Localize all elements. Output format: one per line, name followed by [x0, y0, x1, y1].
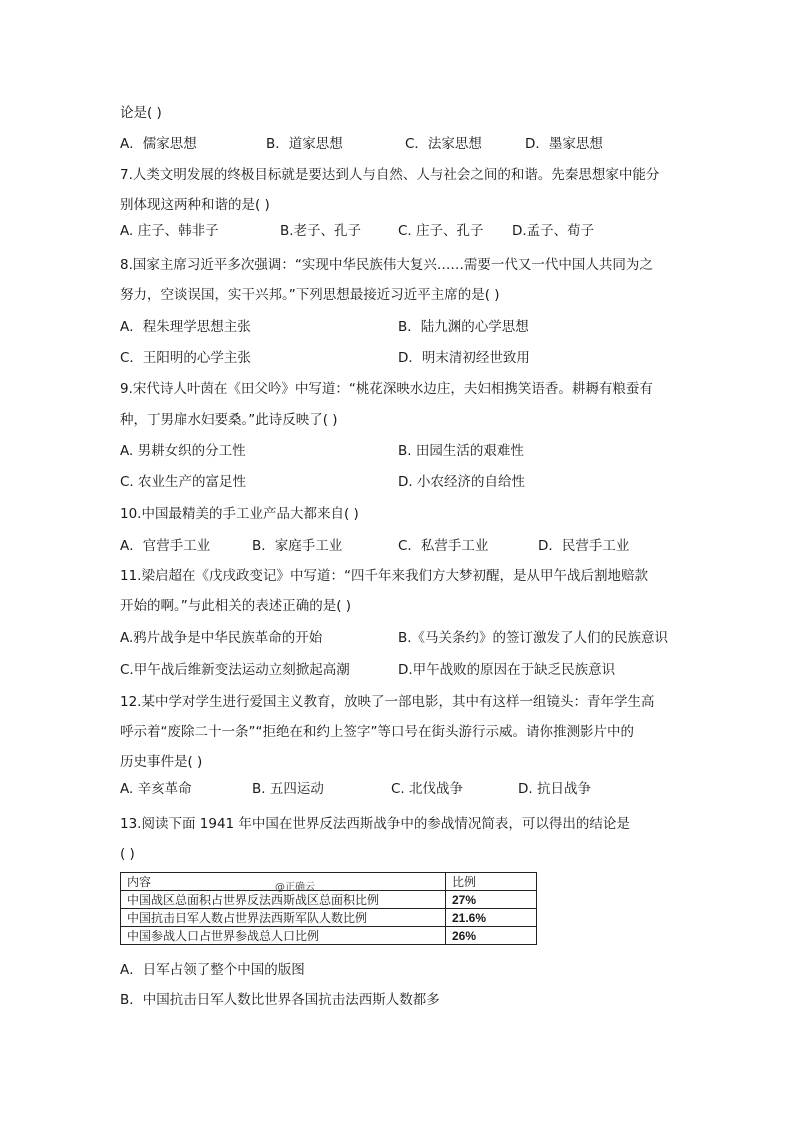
q8-option-d: D．明末清初经世致用 — [398, 350, 530, 366]
q10-option-b: B．家庭手工业 — [252, 538, 343, 554]
q8-stem-line1: 8.国家主席习近平多次强调：“实现中华民族伟大复兴……需要一代又一代中国人共同为之 — [120, 257, 653, 273]
q10-option-d: D．民营手工业 — [538, 538, 630, 554]
q10-stem-line1: 10.中国最精美的手工业产品大都来自( ) — [120, 506, 359, 522]
q9-option-c: C. 农业生产的富足性 — [120, 474, 247, 490]
watermark-text: @正确云 — [275, 882, 315, 893]
table-header-ratio: 比例 — [446, 873, 537, 891]
q11-stem-line1: 11.梁启超在《戊戌政变记》中写道：“四千年来我们方大梦初醒，是从甲午战后割地赔款 — [120, 568, 648, 584]
table-cell-content: 中国抗击日军人数占世界法西斯军队人数比例 — [121, 909, 446, 927]
table-header-content: 内容 — [121, 873, 446, 891]
table-cell-ratio: 21.6% — [446, 909, 537, 927]
table-row — [121, 891, 537, 909]
q12-option-b: B. 五四运动 — [252, 781, 324, 797]
q9-stem-line2: 种，丁男扉水妇要桑。”此诗反映了( ) — [120, 412, 338, 428]
q13-stem-line2: ( ) — [120, 846, 135, 862]
q7-stem-line2: 别体现这两种和谐的是( ) — [120, 197, 270, 213]
q10-option-a: A．官营手工业 — [120, 538, 211, 554]
q11-option-a: A.鸦片战争是中华民族革命的开始 — [120, 630, 323, 646]
q7-option-d: D.孟子、荀子 — [512, 223, 595, 239]
q13-option-b: B．中国抗击日军人数比世界各国抗击法西斯人数都多 — [120, 992, 440, 1008]
table-cell-content: 中国战区总面积占世界反法西斯战区总面积比例 — [121, 891, 446, 909]
q12-option-a: A. 辛亥革命 — [120, 781, 192, 797]
table-header-row — [121, 873, 537, 891]
table-cell-ratio: 27% — [446, 891, 537, 909]
q8-option-c: C．王阳明的心学主张 — [120, 350, 251, 366]
q13-option-a: A．日军占领了整个中国的版图 — [120, 962, 305, 978]
q8-option-a: A．程朱理学思想主张 — [120, 319, 251, 335]
q12-option-d: D. 抗日战争 — [518, 781, 591, 797]
q6-stem-tail: 论是( ) — [120, 105, 162, 121]
q7-option-c: C. 庄子、孔子 — [398, 223, 484, 239]
q7-stem-line1: 7.人类文明发展的终极目标就是要达到人与自然、人与社会之间的和谐。先秦思想家中能分 — [120, 167, 660, 183]
q6-option-a: A．儒家思想 — [120, 136, 197, 152]
q11-stem-line2: 开始的啊。”与此相关的表述正确的是( ) — [120, 598, 352, 614]
q9-stem-line1: 9.宋代诗人叶茵在《田父吟》中写道：“桃花深映水边庄，夫妇相携笑语香。耕耨有粮蚕有 — [120, 381, 653, 397]
table-cell-content: 中国参战人口占世界参战总人口比例 — [121, 927, 446, 945]
q12-stem-line2: 呼示着“废除二十一条”“拒绝在和约上签字”等口号在街头游行示威。请你推测影片中的 — [120, 724, 634, 740]
q9-option-d: D. 小农经济的自给性 — [398, 474, 525, 490]
q7-option-b: B.老子、孔子 — [280, 223, 362, 239]
q11-option-b: B.《马关条约》的签订激发了人们的民族意识 — [398, 630, 669, 646]
q10-option-c: C．私营手工业 — [398, 538, 489, 554]
q6-option-c: C．法家思想 — [405, 136, 482, 152]
q11-option-d: D.甲午战败的原因在于缺乏民族意识 — [398, 662, 616, 678]
q12-stem-line3: 历史事件是( ) — [120, 754, 203, 770]
q6-option-d: D．墨家思想 — [525, 136, 603, 152]
q8-option-b: B．陆九渊的心学思想 — [398, 319, 529, 335]
q12-option-c: C. 北伐战争 — [391, 781, 464, 797]
q12-stem-line1: 12.某中学对学生进行爱国主义教育，放映了一部电影，其中有这样一组镜头：青年学生高 — [120, 694, 655, 710]
table-row — [121, 927, 537, 945]
q13-stem-line1: 13.阅读下面 1941 年中国在世界反法西斯战争中的参战情况简表，可以得出的结论是 — [120, 816, 630, 832]
q9-option-b: B. 田园生活的艰难性 — [398, 443, 524, 459]
q9-option-a: A. 男耕女织的分工性 — [120, 443, 246, 459]
q11-option-c: C.甲午战后维新变法运动立刻掀起高潮 — [120, 662, 350, 678]
table-cell-ratio: 26% — [446, 927, 537, 945]
table-row — [121, 909, 537, 927]
participation-table — [120, 872, 537, 945]
q7-option-a: A. 庄子、韩非子 — [120, 223, 219, 239]
q6-option-b: B．道家思想 — [266, 136, 343, 152]
q8-stem-line2: 努力，空谈误国，实干兴邦。”下列思想最接近习近平主席的是( ) — [120, 287, 500, 303]
